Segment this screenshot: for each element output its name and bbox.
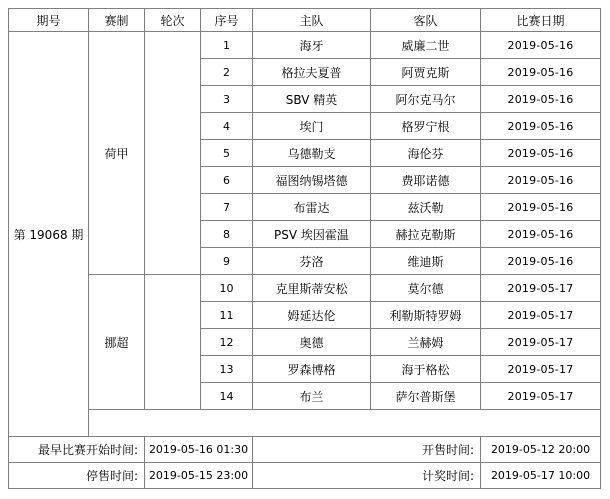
match-date-cell: 2019-05-16 [481,86,601,113]
seq-cell: 9 [201,248,253,275]
seq-cell: 5 [201,140,253,167]
footer-row-stop [9,463,601,489]
prize-calc-value: 2019-05-17 10:00 [481,463,601,489]
seq-cell: 3 [201,86,253,113]
seq-cell: 14 [201,383,253,410]
away-team-cell: 利勒斯特罗姆 [371,302,481,329]
away-team-cell: 格罗宁根 [371,113,481,140]
header-seq: 序号 [201,9,253,32]
match-date-cell: 2019-05-16 [481,32,601,59]
seq-cell: 4 [201,113,253,140]
match-schedule-table [8,8,601,489]
match-date-cell: 2019-05-17 [481,275,601,302]
away-team-cell: 莫尔德 [371,275,481,302]
home-team-cell: SBV 精英 [253,86,371,113]
away-team-cell: 费耶诺德 [371,167,481,194]
table-row [9,32,601,59]
home-team-cell: 克里斯蒂安松 [253,275,371,302]
away-team-cell: 兰赫姆 [371,329,481,356]
home-team-cell: 芬洛 [253,248,371,275]
seq-cell: 6 [201,167,253,194]
match-date-cell: 2019-05-17 [481,383,601,410]
header-league-type: 赛制 [89,9,145,32]
prize-calc-label: 计奖时间: [253,463,481,489]
away-team-cell: 赫拉克勒斯 [371,221,481,248]
match-date-cell: 2019-05-16 [481,113,601,140]
away-team-cell: 阿尔克马尔 [371,86,481,113]
match-date-cell: 2019-05-16 [481,248,601,275]
league-cell-eredivisie: 荷甲 [89,32,145,275]
away-team-cell: 维迪斯 [371,248,481,275]
home-team-cell: 格拉夫夏普 [253,59,371,86]
seq-cell: 8 [201,221,253,248]
period-cell: 第 19068 期 [9,32,89,437]
blank-cell [89,410,601,437]
away-team-cell: 海于格松 [371,356,481,383]
league-cell-eliteserien: 挪超 [89,275,145,410]
away-team-cell: 兹沃勒 [371,194,481,221]
match-schedule-sheet [8,8,600,492]
header-row [9,9,601,32]
table-row [9,275,601,302]
sale-stop-label: 停售时间: [9,463,145,489]
home-team-cell: 埃门 [253,113,371,140]
home-team-cell: 海牙 [253,32,371,59]
earliest-start-label: 最早比赛开始时间: [9,437,145,463]
header-home: 主队 [253,9,371,32]
home-team-cell: 罗森博格 [253,356,371,383]
match-date-cell: 2019-05-17 [481,329,601,356]
sale-start-value: 2019-05-12 20:00 [481,437,601,463]
home-team-cell: 福图纳锡塔德 [253,167,371,194]
seq-cell: 7 [201,194,253,221]
home-team-cell: 乌德勒支 [253,140,371,167]
match-date-cell: 2019-05-16 [481,167,601,194]
home-team-cell: 姆延达伦 [253,302,371,329]
home-team-cell: 布雷达 [253,194,371,221]
match-date-cell: 2019-05-16 [481,140,601,167]
away-team-cell: 威廉二世 [371,32,481,59]
earliest-start-value: 2019-05-16 01:30 [145,437,253,463]
home-team-cell: 布兰 [253,383,371,410]
blank-row [9,410,601,437]
header-round: 轮次 [145,9,201,32]
round-cell-eliteserien [145,275,201,410]
seq-cell: 13 [201,356,253,383]
away-team-cell: 萨尔普斯堡 [371,383,481,410]
match-date-cell: 2019-05-16 [481,59,601,86]
match-date-cell: 2019-05-16 [481,194,601,221]
header-date: 比赛日期 [481,9,601,32]
header-away: 客队 [371,9,481,32]
footer-row-start [9,437,601,463]
home-team-cell: PSV 埃因霍温 [253,221,371,248]
match-date-cell: 2019-05-16 [481,221,601,248]
seq-cell: 11 [201,302,253,329]
seq-cell: 10 [201,275,253,302]
home-team-cell: 奥德 [253,329,371,356]
seq-cell: 12 [201,329,253,356]
away-team-cell: 海伦芬 [371,140,481,167]
match-date-cell: 2019-05-17 [481,356,601,383]
seq-cell: 2 [201,59,253,86]
away-team-cell: 阿贾克斯 [371,59,481,86]
match-date-cell: 2019-05-17 [481,302,601,329]
round-cell-eredivisie [145,32,201,275]
sale-stop-value: 2019-05-15 23:00 [145,463,253,489]
header-period: 期号 [9,9,89,32]
sale-start-label: 开售时间: [253,437,481,463]
seq-cell: 1 [201,32,253,59]
